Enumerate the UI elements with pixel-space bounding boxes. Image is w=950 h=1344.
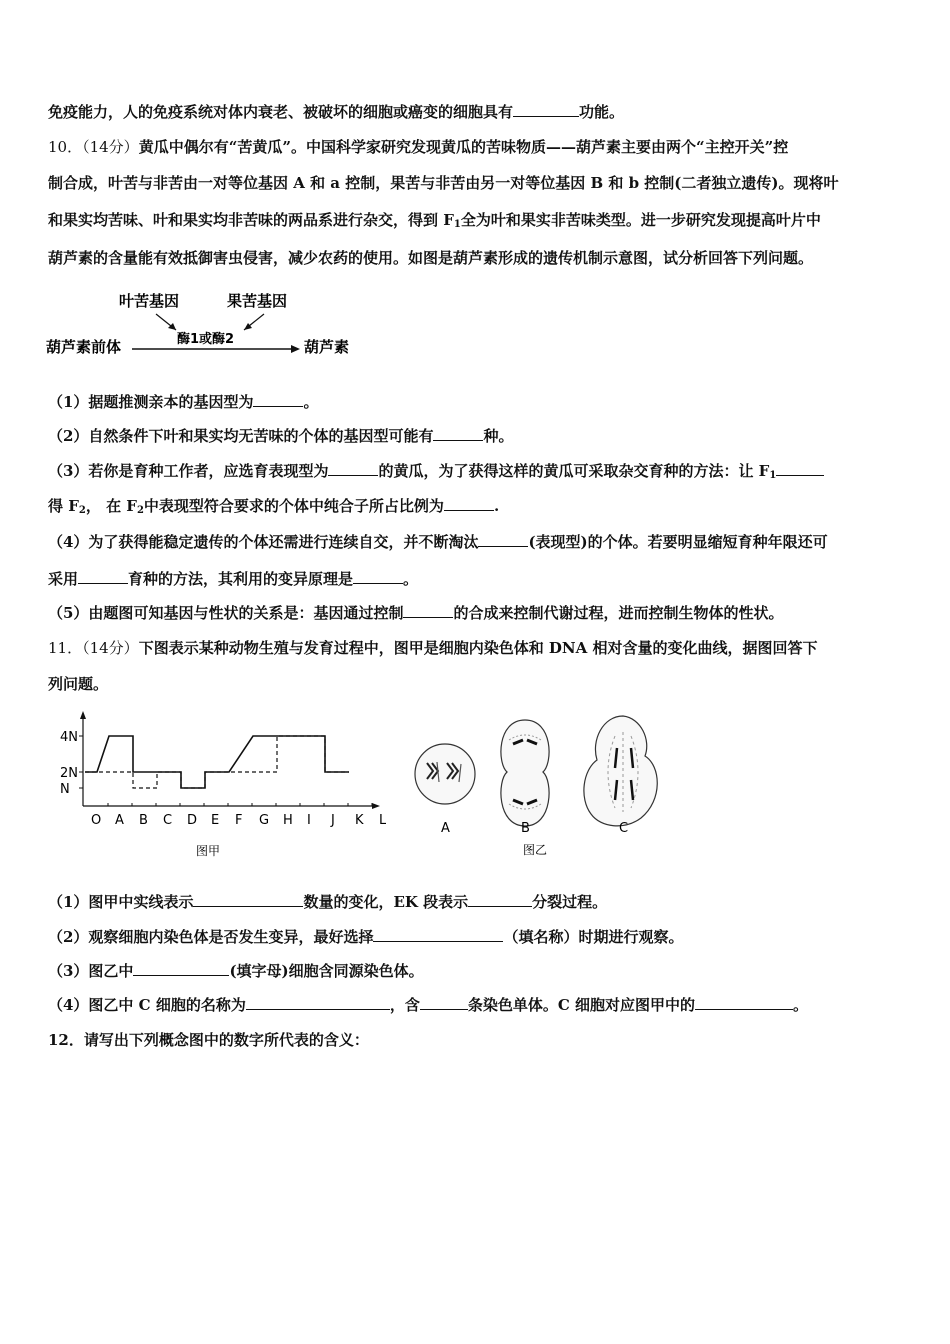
answer-blank[interactable] bbox=[444, 496, 494, 511]
x-tick-label: B bbox=[139, 813, 148, 828]
x-tick-label: K bbox=[355, 813, 364, 828]
q10-line3: 和果实均苦味、叶和果实均非苦味的两品系进行杂交，得到 $F_1$全为叶和果实非苦味类型。进一步研究发现提高叶片中 bbox=[48, 211, 821, 230]
figure-b-caption: 图乙 bbox=[523, 843, 548, 857]
q10-sub4: （4）为了获得能稳定遗传的个体还需进行连续自交，并不断淘汰 (表现型)的个体。若要明显缩短育种年限还可 bbox=[48, 533, 828, 551]
cell-a-drawing bbox=[415, 744, 475, 804]
enzyme-label: 酶1或酶2 bbox=[177, 332, 235, 347]
q10-line2: 制合成，叶苦与非苦由一对等位基因 A 和 a 控制，果苦与非苦由另一对等位基因 B 和 b 控制(二者独立遗传)。现将叶 bbox=[48, 174, 839, 192]
chart-figure-a bbox=[56, 708, 386, 863]
answer-blank[interactable] bbox=[403, 603, 453, 618]
x-tick-label: F bbox=[235, 813, 243, 828]
q11-sub1: （1）图甲中实线表示 数量的变化，EK 段表示 分裂过程。 bbox=[48, 893, 608, 911]
q10-sub1: （1）据题推测亲本的基因型为 。 bbox=[48, 393, 319, 411]
q10-score: （14分） bbox=[82, 138, 139, 156]
q11-line2: 列问题。 bbox=[48, 675, 109, 693]
answer-blank[interactable] bbox=[193, 892, 303, 907]
q10-sub5: （5）由题图可知基因与性状的关系是：基因通过控制 的合成来控制代谢过程，进而控制生物体的性状。 bbox=[48, 604, 784, 622]
cell-c-drawing bbox=[584, 716, 657, 826]
x-tick-label: D bbox=[187, 813, 198, 828]
q11-number: 11． bbox=[48, 639, 83, 657]
immune-line: 免疫能力，人的免疫系统对体内衰老、被破坏的细胞或癌变的细胞具有 功能。 bbox=[48, 103, 625, 121]
answer-blank[interactable] bbox=[695, 995, 793, 1010]
gene-mechanism-diagram bbox=[44, 286, 374, 366]
q11-line1: 11．（14分）下图表示某种动物生殖与发育过程中，图甲是细胞内染色体和 DNA 相对含量的变化曲线，据图回答下 bbox=[48, 639, 818, 657]
reaction-arrowhead bbox=[291, 345, 300, 353]
x-tick-label: I bbox=[307, 813, 311, 828]
x-tick-label: L bbox=[379, 813, 386, 828]
answer-blank[interactable] bbox=[420, 995, 468, 1010]
answer-blank[interactable] bbox=[468, 892, 532, 907]
y-axis-arrowhead bbox=[80, 711, 86, 719]
q10-sub3: （3）若你是育种工作者，应选育表现型为 的黄瓜，为了获得这样的黄瓜可采取杂交育种的方法：让 $F_1$ bbox=[48, 461, 824, 486]
answer-blank[interactable] bbox=[478, 532, 528, 547]
q11-score: （14分） bbox=[82, 639, 139, 657]
answer-blank[interactable] bbox=[776, 461, 824, 476]
q11-sub4: （4）图乙中 C 细胞的名称为 ，含 条染色单体。C 细胞对应图甲中的 。 bbox=[48, 996, 809, 1014]
cell-b-drawing bbox=[501, 720, 549, 826]
figure-b-cells bbox=[405, 708, 675, 863]
cell-a-label: A bbox=[441, 821, 450, 836]
answer-blank[interactable] bbox=[133, 961, 229, 976]
precursor-label: 葫芦素前体 bbox=[46, 338, 122, 356]
q10-line4: 葫芦素的含量能有效抵御害虫侵害，减少农药的使用。如图是葫芦素形成的遗传机制示意图，试分析回答下列问题。 bbox=[48, 249, 814, 267]
q12-number: 12． bbox=[48, 1031, 84, 1049]
q10-sub2: （2）自然条件下叶和果实均无苦味的个体的基因型可能有 种。 bbox=[48, 427, 514, 445]
series-line-dashed bbox=[85, 736, 349, 788]
x-tick-label: C bbox=[163, 813, 173, 828]
figure-a-caption: 图甲 bbox=[196, 844, 221, 858]
cell-c-label: C bbox=[619, 821, 629, 836]
answer-blank[interactable] bbox=[513, 102, 579, 117]
cell-b-label: B bbox=[521, 821, 530, 836]
q11-sub2: （2）观察细胞内染色体是否发生变异，最好选择 （填名称）时期进行观察。 bbox=[48, 928, 684, 946]
x-tick-label: A bbox=[115, 813, 124, 828]
y-tick-label: 2N bbox=[60, 766, 78, 781]
x-tick-label: E bbox=[211, 813, 220, 828]
answer-blank[interactable] bbox=[328, 461, 378, 476]
q12-line: 12．请写出下列概念图中的数字所代表的含义： bbox=[48, 1031, 369, 1049]
x-axis-arrowhead bbox=[372, 803, 380, 809]
answer-blank[interactable] bbox=[253, 392, 303, 407]
y-tick-label: N bbox=[60, 782, 70, 797]
q10-line1: 10．（14分）黄瓜中偶尔有“苦黄瓜”。中国科学家研究发现黄瓜的苦味物质——葫芦素主要由两个“主控开关”控 bbox=[48, 138, 789, 156]
series-line-solid bbox=[85, 736, 349, 788]
answer-blank[interactable] bbox=[373, 927, 503, 942]
answer-blank[interactable] bbox=[78, 569, 128, 584]
product-label: 葫芦素 bbox=[304, 338, 350, 356]
answer-blank[interactable] bbox=[246, 995, 390, 1010]
q10-number: 10． bbox=[48, 138, 83, 156]
q11-sub3: （3）图乙中 (填字母)细胞含同源染色体。 bbox=[48, 962, 424, 980]
x-tick-label: O bbox=[91, 813, 102, 828]
answer-blank[interactable] bbox=[433, 426, 483, 441]
answer-blank[interactable] bbox=[353, 569, 403, 584]
x-tick-label: G bbox=[259, 813, 270, 828]
q10-sub3-cont: 得 $F_2$， 在 $F_2$中表现型符合要求的个体中纯合子所占比例为 . bbox=[48, 497, 500, 516]
x-tick-label: J bbox=[331, 813, 335, 828]
x-tick-label: H bbox=[283, 813, 293, 828]
q10-sub4-cont: 采用 育种的方法，其利用的变异原理是 。 bbox=[48, 570, 419, 588]
leaf-gene-label: 叶苦基因 bbox=[119, 292, 180, 310]
y-tick-label: 4N bbox=[60, 730, 78, 745]
fruit-gene-label: 果苦基因 bbox=[227, 292, 288, 310]
